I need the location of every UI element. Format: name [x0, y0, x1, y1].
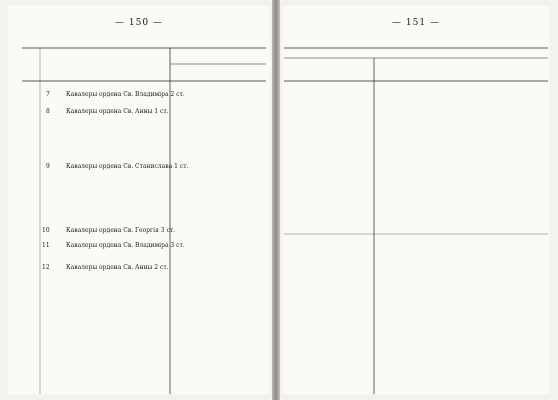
- left-table-rules: [8, 6, 270, 394]
- row-number: 12: [42, 264, 50, 271]
- row-label: Кавалеры ордена Св. Владиміра 2 ст.: [66, 91, 185, 98]
- row-label: Кавалеры ордена Св. Анны 1 ст.: [66, 108, 169, 115]
- page-number-left: — 150 —: [115, 18, 163, 28]
- right-page: [282, 6, 550, 394]
- row-number: 10: [42, 227, 50, 234]
- left-page: [8, 6, 270, 394]
- row-number: 7: [46, 91, 50, 98]
- row-number: 9: [46, 163, 50, 170]
- row-number: 11: [42, 242, 50, 249]
- book-gutter: [272, 0, 280, 400]
- row-label: Кавалеры ордена Св. Станислава 1 ст.: [66, 163, 189, 170]
- row-label: Кавалеры ордена Св. Георгія 3 ст.: [66, 227, 176, 234]
- page-number-right: — 151 —: [392, 18, 440, 28]
- row-number: 8: [46, 108, 50, 115]
- right-table-rules: [282, 6, 550, 394]
- row-label: Кавалеры ордена Св. Анны 2 ст.: [66, 264, 169, 271]
- row-label: Кавалеры ордена Св. Владиміра 3 ст.: [66, 242, 185, 249]
